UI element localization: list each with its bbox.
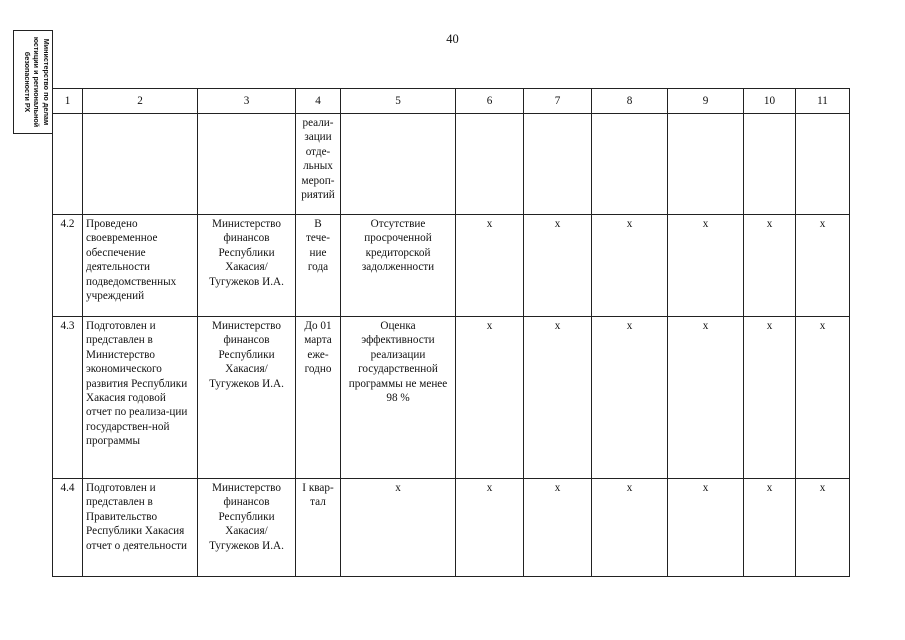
value-cell: x: [592, 479, 668, 577]
value-cell: x: [668, 215, 744, 317]
value-cell: x: [744, 215, 796, 317]
event-cell: [83, 114, 198, 215]
event-cell: Подготовлен и представлен в Министерство экономического развития Республики Хакасия годовой отчет по реализа-ции государствен-ной программы: [83, 317, 198, 479]
value-cell: [456, 114, 524, 215]
table-row: [53, 215, 850, 317]
value-cell: [592, 114, 668, 215]
value-cell: x: [456, 215, 524, 317]
header-row: [53, 89, 850, 114]
column-header: 6: [456, 89, 524, 114]
table-row: [53, 114, 850, 215]
value-cell: [668, 114, 744, 215]
page-number: 40: [446, 32, 459, 46]
term-cell: реали- зации отде- льных мероп- риятий: [296, 114, 341, 215]
indicator-cell: [341, 114, 456, 215]
column-header: 10: [744, 89, 796, 114]
value-cell: x: [524, 479, 592, 577]
indicator-cell: x: [341, 479, 456, 577]
term-cell: В тече- ние года: [296, 215, 341, 317]
value-cell: x: [668, 479, 744, 577]
value-cell: x: [524, 317, 592, 479]
row-number: 4.3: [53, 317, 83, 479]
column-header: 9: [668, 89, 744, 114]
value-cell: [524, 114, 592, 215]
column-header: 2: [83, 89, 198, 114]
executor-cell: Министерство финансов Республики Хакасия/ Тугужеков И.А.: [198, 479, 296, 577]
stamp-line: юстиции и региональной: [32, 36, 42, 128]
table-row: [53, 317, 850, 479]
column-header: 7: [524, 89, 592, 114]
row-number: 4.4: [53, 479, 83, 577]
program-activities-table: [52, 88, 850, 577]
term-cell: I квар- тал: [296, 479, 341, 577]
value-cell: [744, 114, 796, 215]
term-cell: До 01 марта еже- годно: [296, 317, 341, 479]
value-cell: x: [592, 317, 668, 479]
indicator-cell: Отсутствие просроченной кредиторской задолженности: [341, 215, 456, 317]
value-cell: x: [796, 215, 850, 317]
value-cell: x: [744, 479, 796, 577]
value-cell: x: [592, 215, 668, 317]
value-cell: x: [796, 317, 850, 479]
indicator-cell: Оценка эффективности реализации государственной программы не менее 98 %: [341, 317, 456, 479]
value-cell: x: [668, 317, 744, 479]
value-cell: x: [456, 317, 524, 479]
table-row: [53, 479, 850, 577]
stamp-line: безопасности РХ: [23, 51, 32, 113]
value-cell: x: [524, 215, 592, 317]
value-cell: x: [456, 479, 524, 577]
event-cell: Проведено своевременное обеспечение деятельности подведомственных учреждений: [83, 215, 198, 317]
column-header: 5: [341, 89, 456, 114]
column-header: 3: [198, 89, 296, 114]
value-cell: x: [796, 479, 850, 577]
executor-cell: Министерство финансов Республики Хакасия/ Тугужеков И.А.: [198, 215, 296, 317]
executor-cell: [198, 114, 296, 215]
value-cell: [796, 114, 850, 215]
executor-cell: Министерство финансов Республики Хакасия/ Тугужеков И.А.: [198, 317, 296, 479]
row-number: [53, 114, 83, 215]
column-header: 4: [296, 89, 341, 114]
row-number: 4.2: [53, 215, 83, 317]
column-header: 1: [53, 89, 83, 114]
column-header: 8: [592, 89, 668, 114]
column-header: 11: [796, 89, 850, 114]
value-cell: x: [744, 317, 796, 479]
event-cell: Подготовлен и представлен в Правительство Республики Хакасия отчет о деятельности: [83, 479, 198, 577]
stamp-line: Министерство по делам: [42, 38, 51, 126]
